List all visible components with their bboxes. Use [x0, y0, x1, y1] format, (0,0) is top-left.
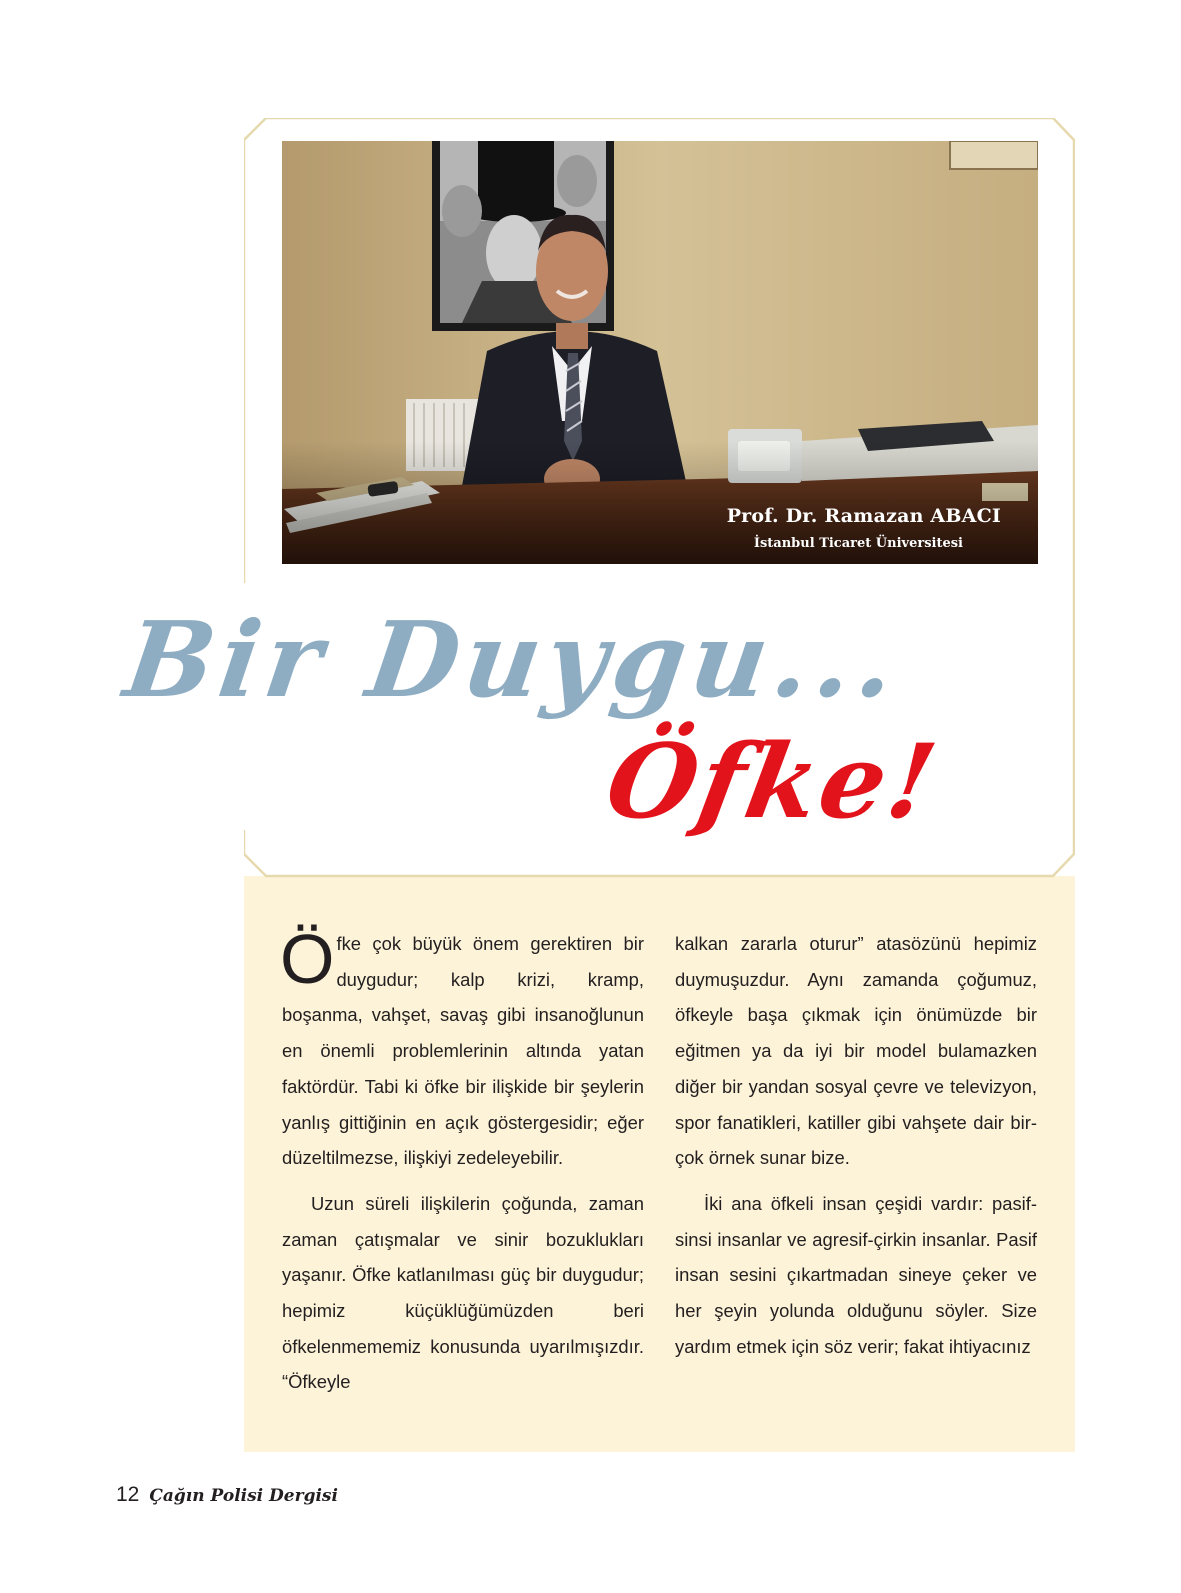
photo-caption-name: Prof. Dr. Ramazan ABACI: [726, 505, 1001, 527]
article-column-1: [280, 920, 644, 1400]
paragraph: [280, 920, 644, 1176]
headline-line-2: Öfke!: [598, 722, 948, 842]
paragraph: kalkan zararla oturur” atasözünü hepimiz duymuşuzdur. Aynı zamanda çoğumuz, öfkeyle başa çıkmak için önümüzde bir eğitmen ya da iyi bir model bulamazken diğer bir yandan sosyal çevre ve televizyon, spor fanatikleri, katiller gibi vahşete dair birçok örnek sunar bize.: [675, 933, 1037, 1169]
drop-cap: Ö: [280, 920, 335, 998]
headline-line-1: Bir Duygu...: [118, 598, 909, 721]
paragraph: İki ana öfkeli insan çeşidi vardır: pasif-sinsi insanlar ve agresif-çirkin insanlar. Pasif insan sesini çıkartmadan sineye çeker ve her şeyin yolunda olduğunu söyler. Size yardım etmek için söz verir; fakat ihtiyacınız: [675, 1192, 1037, 1357]
page-footer: [116, 1483, 338, 1507]
page-number: 12: [116, 1483, 140, 1506]
photo-caption-institution: İstanbul Ticaret Üniversitesi: [753, 536, 963, 551]
article-column-2: [675, 926, 1037, 1364]
magazine-name: Çağın Polisi Dergisi: [149, 1486, 338, 1506]
portrait-photo: [282, 141, 1038, 564]
paragraph: Uzun süreli ilişkilerin çoğunda, zaman zaman çatışmalar ve sinir bozuklukları yaşanır. Öfke katlanılması güç bir duygudur; hepimiz küçüklüğümüzden beri öfkelenmememiz konusunda uyarılmışızdır. “Öfkeyle: [282, 1192, 644, 1393]
paragraph-text: fke çok büyük önem gerektiren bir duygudur; kalp krizi, kramp, boşanma, vahşet, savaş gibi insanoğlunun en önemli problemlerinin altında yatan faktördür. Tabi ki öfke bir ilişkide bir şeylerin yanlış gittiğinin en açık göstergesidir; eğer düzeltilmezse, ilişkiyi zedeleyebilir.: [282, 933, 644, 1169]
